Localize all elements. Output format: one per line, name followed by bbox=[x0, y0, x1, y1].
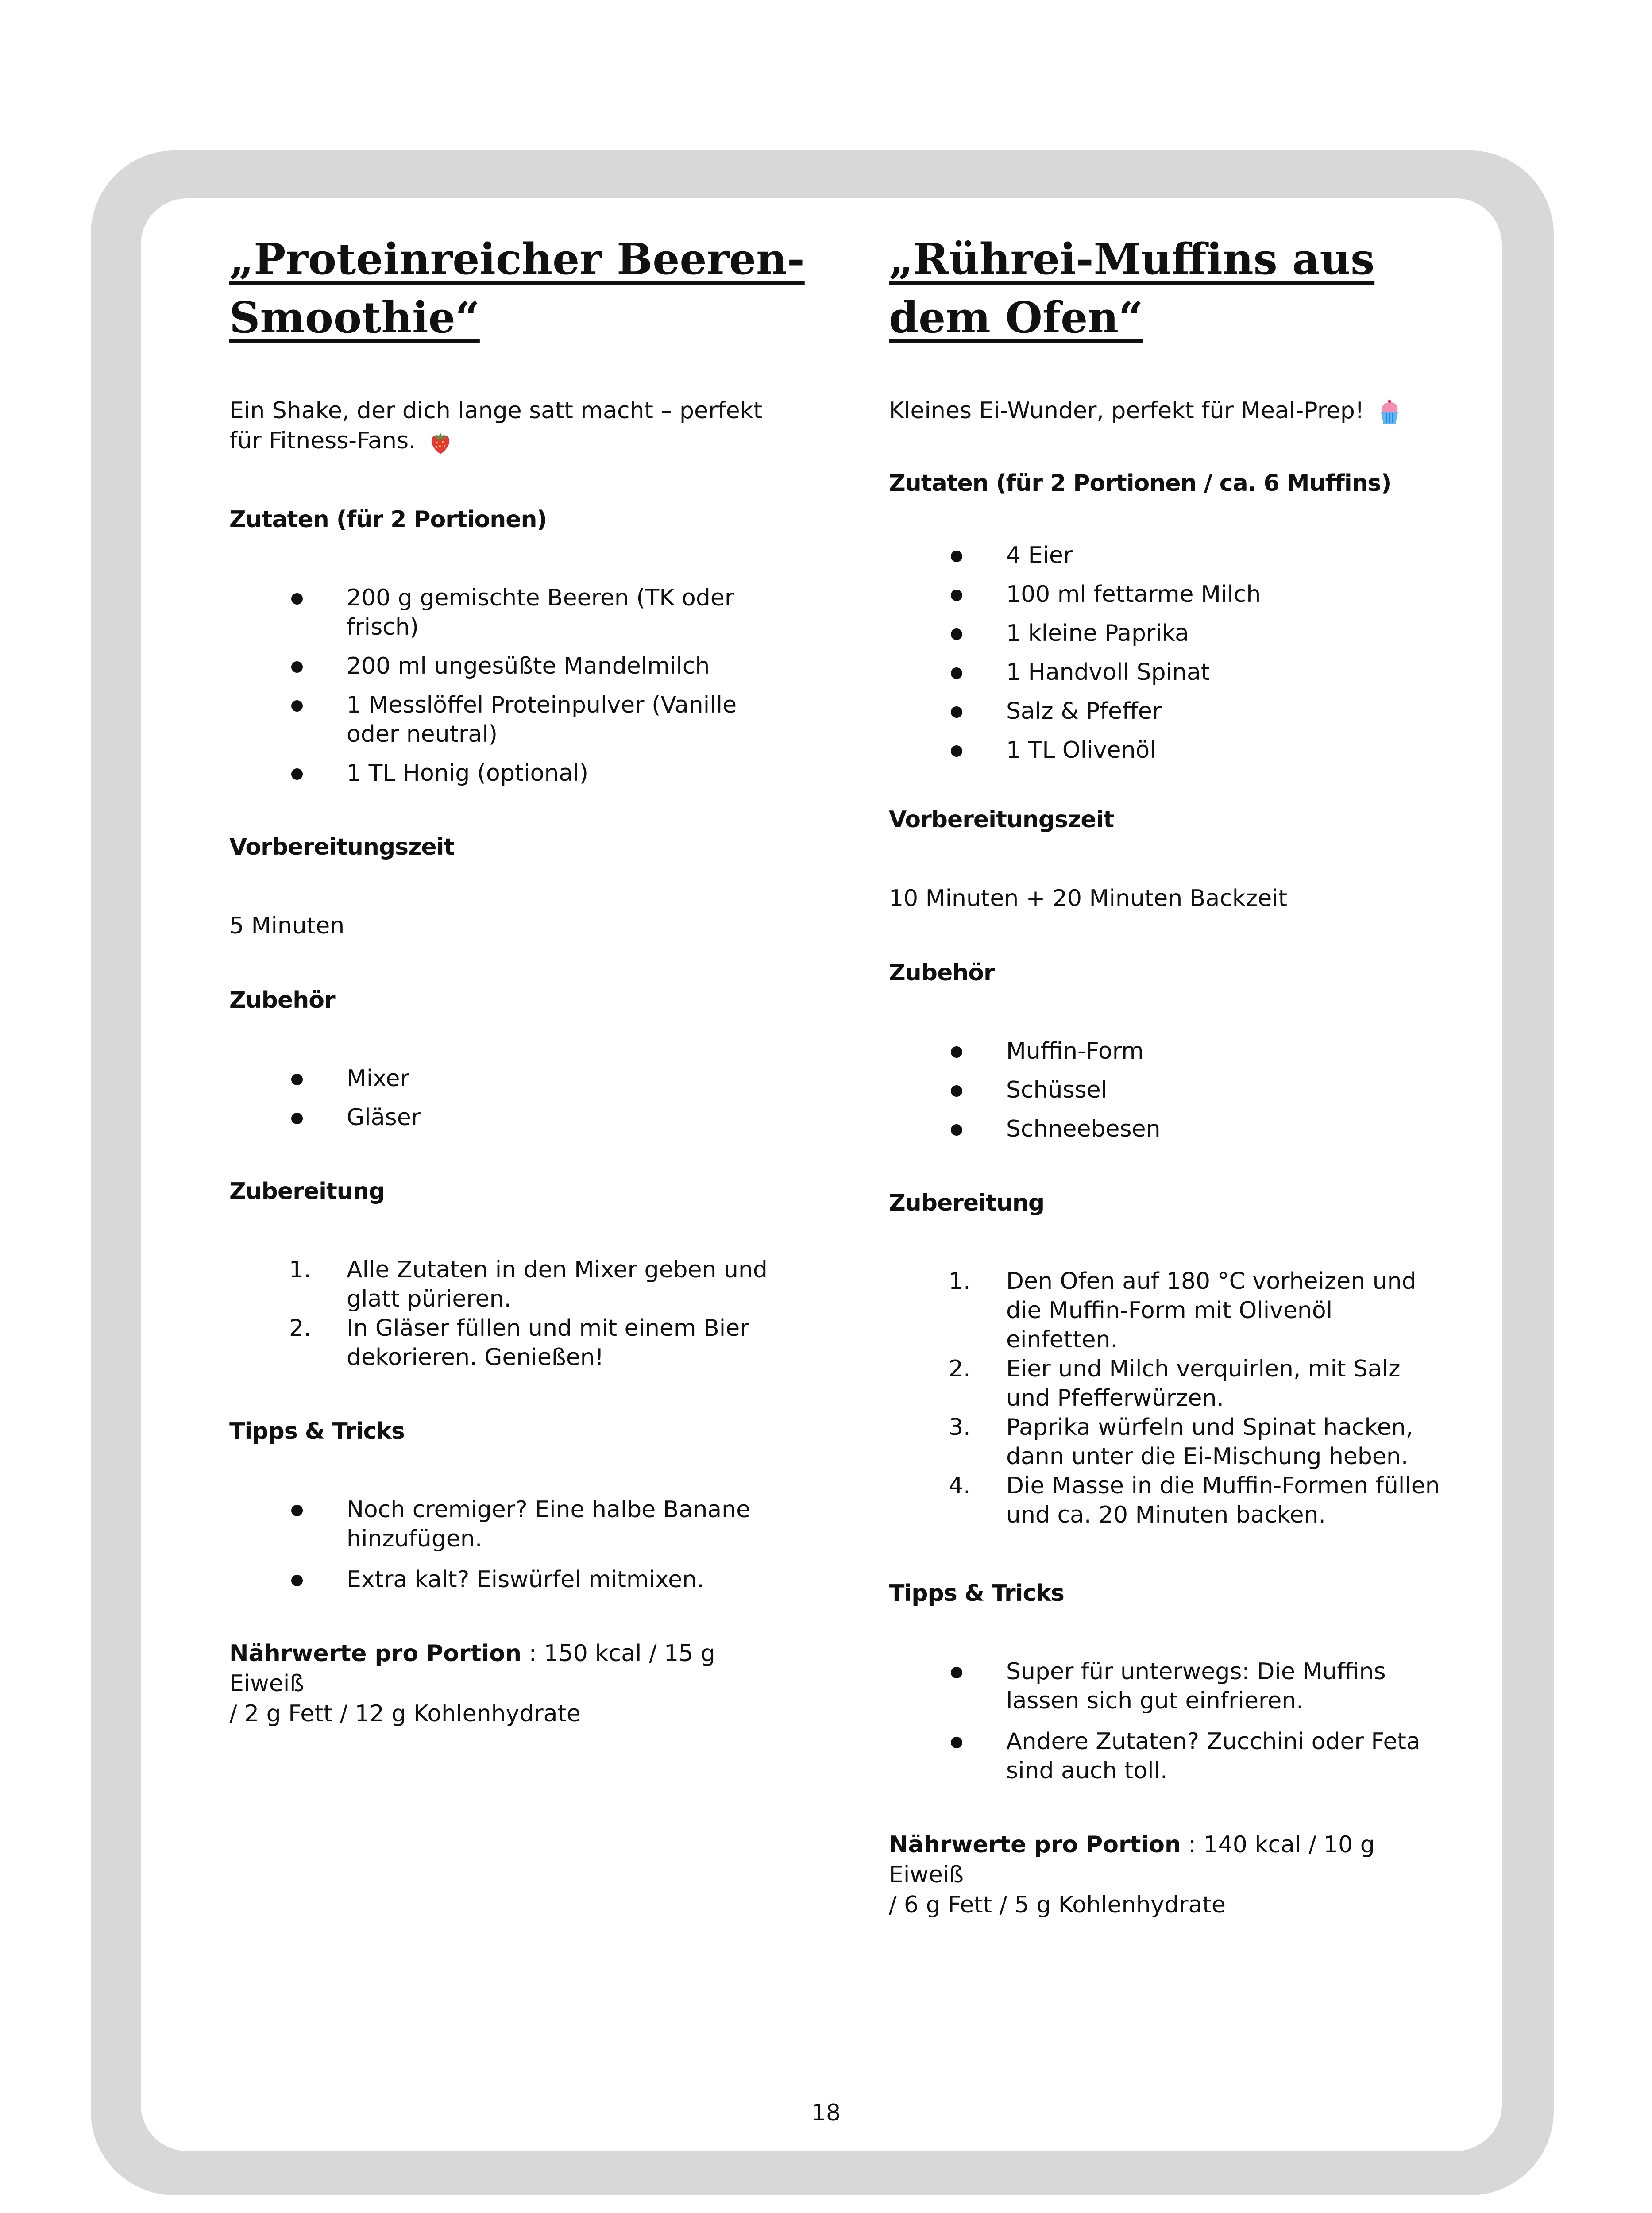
step-item bbox=[889, 1471, 1451, 1530]
step-item bbox=[889, 1267, 1451, 1354]
cupcake-icon bbox=[1378, 399, 1401, 425]
step-text: die Muffin-Form mit Olivenöl bbox=[1006, 1297, 1333, 1324]
bullet bbox=[951, 590, 962, 601]
item-text: Super für unterwegs: Die Muffins bbox=[1006, 1658, 1386, 1685]
bullet bbox=[291, 1074, 303, 1085]
list-item bbox=[889, 1657, 1451, 1716]
tools-heading: Zubehör bbox=[229, 987, 335, 1014]
step-text: dekorieren. Genießen! bbox=[347, 1344, 604, 1371]
ingredients-heading: Zutaten (für 2 Portionen) bbox=[229, 506, 547, 533]
item-text: Salz & Pfeffer bbox=[1006, 698, 1162, 725]
item-text: Schüssel bbox=[1006, 1077, 1108, 1103]
list-item bbox=[229, 759, 791, 788]
prep-heading: Vorbereitungszeit bbox=[229, 834, 455, 860]
item-text: 1 kleine Paprika bbox=[1006, 620, 1189, 647]
item-text: Schneebesen bbox=[1006, 1116, 1161, 1142]
step-text: glatt pürieren. bbox=[347, 1286, 512, 1312]
list-item bbox=[889, 1727, 1451, 1785]
prep-time: 10 Minuten + 20 Minuten Backzeit bbox=[889, 885, 1288, 912]
bullet bbox=[951, 1085, 962, 1097]
item-text: sind auch toll. bbox=[1006, 1758, 1168, 1784]
recipe-title bbox=[229, 230, 805, 347]
list-item bbox=[229, 1064, 791, 1093]
recipe-title-line: Smoothie“ bbox=[229, 293, 480, 343]
bullet bbox=[951, 628, 962, 640]
item-text: 1 TL Olivenöl bbox=[1006, 737, 1156, 763]
list-item bbox=[889, 580, 1451, 609]
item-text: frisch) bbox=[347, 614, 419, 640]
step-text: Paprika würfeln und Spinat hacken, bbox=[1006, 1414, 1413, 1441]
recipe-title bbox=[889, 230, 1451, 347]
bullet bbox=[951, 1667, 962, 1678]
recipe-smoothie bbox=[229, 230, 805, 1729]
bullet bbox=[951, 551, 962, 562]
nutrition-text: : 140 kcal / 10 g Eiweiß bbox=[889, 1831, 1375, 1888]
intro-line: Kleines Ei-Wunder, perfekt für Meal-Prep! bbox=[889, 397, 1364, 424]
list-item bbox=[889, 736, 1451, 765]
list-item bbox=[229, 652, 791, 681]
nutrition-info bbox=[889, 1830, 1451, 1920]
recipe-title-line: „Rührei-Muffins aus bbox=[889, 234, 1375, 284]
step-text: einfetten. bbox=[1006, 1326, 1118, 1353]
step-text: Die Masse in die Muffin-Formen füllen bbox=[1006, 1473, 1440, 1499]
steps-heading: Zubereitung bbox=[229, 1178, 385, 1205]
bullet bbox=[291, 593, 303, 605]
item-text: 200 g gemischte Beeren (TK oder bbox=[347, 585, 734, 611]
nutrition-text: / 6 g Fett / 5 g Kohlenhydrate bbox=[889, 1892, 1226, 1918]
item-text: 200 ml ungesüßte Mandelmilch bbox=[347, 653, 710, 679]
item-text: lassen sich gut einfrieren. bbox=[1006, 1688, 1304, 1714]
page-number: 18 bbox=[811, 2100, 841, 2126]
intro-line: für Fitness-Fans. bbox=[229, 428, 416, 454]
list-item bbox=[229, 1565, 791, 1594]
steps-heading: Zubereitung bbox=[889, 1190, 1045, 1216]
item-text: Muffin-Form bbox=[1006, 1038, 1144, 1064]
list-item bbox=[889, 658, 1451, 687]
nutrition-label: Nährwerte pro Portion bbox=[229, 1640, 522, 1667]
item-text: Noch cremiger? Eine halbe Banane bbox=[347, 1496, 751, 1523]
bullet bbox=[291, 700, 303, 712]
list-item bbox=[229, 1495, 791, 1554]
item-text: Gläser bbox=[347, 1104, 421, 1131]
bullet bbox=[951, 1124, 962, 1136]
list-item bbox=[229, 690, 791, 749]
nutrition-text: : 150 kcal / 15 g Eiweiß bbox=[229, 1640, 715, 1697]
recipe-title-line: dem Ofen“ bbox=[889, 293, 1143, 343]
bullet bbox=[951, 667, 962, 679]
step-number: 2. bbox=[289, 1315, 311, 1342]
tips-heading: Tipps & Tricks bbox=[229, 1418, 405, 1445]
prep-time: 5 Minuten bbox=[229, 913, 345, 939]
step-text: Eier und Milch verquirlen, mit Salz bbox=[1006, 1356, 1401, 1382]
item-text: Mixer bbox=[347, 1065, 409, 1092]
list-item bbox=[889, 541, 1451, 570]
step-text: In Gläser füllen und mit einem Bier bbox=[347, 1315, 749, 1342]
nutrition-label: Nährwerte pro Portion bbox=[889, 1831, 1181, 1858]
step-item bbox=[229, 1255, 791, 1314]
bullet bbox=[291, 768, 303, 780]
strawberry-icon bbox=[429, 429, 452, 455]
step-number: 4. bbox=[949, 1473, 971, 1499]
list-item bbox=[229, 1103, 791, 1132]
prep-heading: Vorbereitungszeit bbox=[889, 806, 1114, 833]
recipe-intro bbox=[229, 396, 791, 456]
bullet bbox=[291, 1505, 303, 1516]
step-number: 1. bbox=[949, 1268, 971, 1295]
step-text: und Pfefferwürzen. bbox=[1006, 1385, 1224, 1411]
bullet bbox=[291, 661, 303, 673]
tools-list bbox=[889, 1037, 1451, 1144]
item-text: 100 ml fettarme Milch bbox=[1006, 581, 1261, 608]
step-number: 1. bbox=[289, 1257, 311, 1283]
list-item bbox=[229, 583, 791, 642]
recipe-title-line: „Proteinreicher Beeren- bbox=[229, 234, 805, 284]
bullet bbox=[951, 1046, 962, 1058]
tips-list bbox=[889, 1657, 1451, 1785]
bullet bbox=[951, 745, 962, 757]
step-item bbox=[229, 1314, 791, 1372]
step-text: und ca. 20 Minuten backen. bbox=[1006, 1502, 1326, 1528]
list-item bbox=[889, 697, 1451, 726]
bullet bbox=[291, 1575, 303, 1586]
item-text: Andere Zutaten? Zucchini oder Feta bbox=[1006, 1728, 1420, 1755]
recipe-intro bbox=[889, 396, 1451, 426]
step-item bbox=[889, 1354, 1451, 1413]
step-text: Den Ofen auf 180 °C vorheizen und bbox=[1006, 1268, 1417, 1295]
bullet bbox=[951, 1737, 962, 1748]
tools-heading: Zubehör bbox=[889, 960, 995, 986]
list-item bbox=[889, 1037, 1451, 1066]
intro-line: Ein Shake, der dich lange satt macht – perfekt bbox=[229, 397, 763, 424]
nutrition-text: / 2 g Fett / 12 g Kohlenhydrate bbox=[229, 1700, 581, 1727]
list-item bbox=[889, 619, 1451, 648]
step-text: Alle Zutaten in den Mixer geben und bbox=[347, 1257, 768, 1283]
ingredients-heading: Zutaten (für 2 Portionen / ca. 6 Muffins) bbox=[889, 470, 1391, 497]
ingredients-list bbox=[229, 583, 791, 788]
bullet bbox=[291, 1113, 303, 1124]
recipe-muffins bbox=[889, 230, 1451, 1920]
tips-heading: Tipps & Tricks bbox=[889, 1580, 1064, 1607]
steps-list bbox=[889, 1267, 1451, 1530]
item-text: 1 Messlöffel Proteinpulver (Vanille bbox=[347, 692, 737, 718]
item-text: 4 Eier bbox=[1006, 542, 1073, 569]
item-text: hinzufügen. bbox=[347, 1526, 482, 1552]
step-number: 2. bbox=[949, 1356, 971, 1382]
item-text: Extra kalt? Eiswürfel mitmixen. bbox=[347, 1566, 704, 1593]
step-number: 3. bbox=[949, 1414, 971, 1441]
tools-list bbox=[229, 1064, 791, 1132]
bullet bbox=[951, 706, 962, 718]
list-item bbox=[889, 1076, 1451, 1105]
item-text: 1 Handvoll Spinat bbox=[1006, 659, 1210, 686]
item-text: 1 TL Honig (optional) bbox=[347, 760, 589, 787]
ingredients-list bbox=[889, 541, 1451, 765]
list-item bbox=[889, 1114, 1451, 1144]
steps-list bbox=[229, 1255, 791, 1372]
step-text: dann unter die Ei-Mischung heben. bbox=[1006, 1443, 1409, 1470]
item-text: oder neutral) bbox=[347, 721, 498, 748]
tips-list bbox=[229, 1495, 791, 1594]
step-item bbox=[889, 1413, 1451, 1471]
nutrition-info bbox=[229, 1639, 791, 1729]
